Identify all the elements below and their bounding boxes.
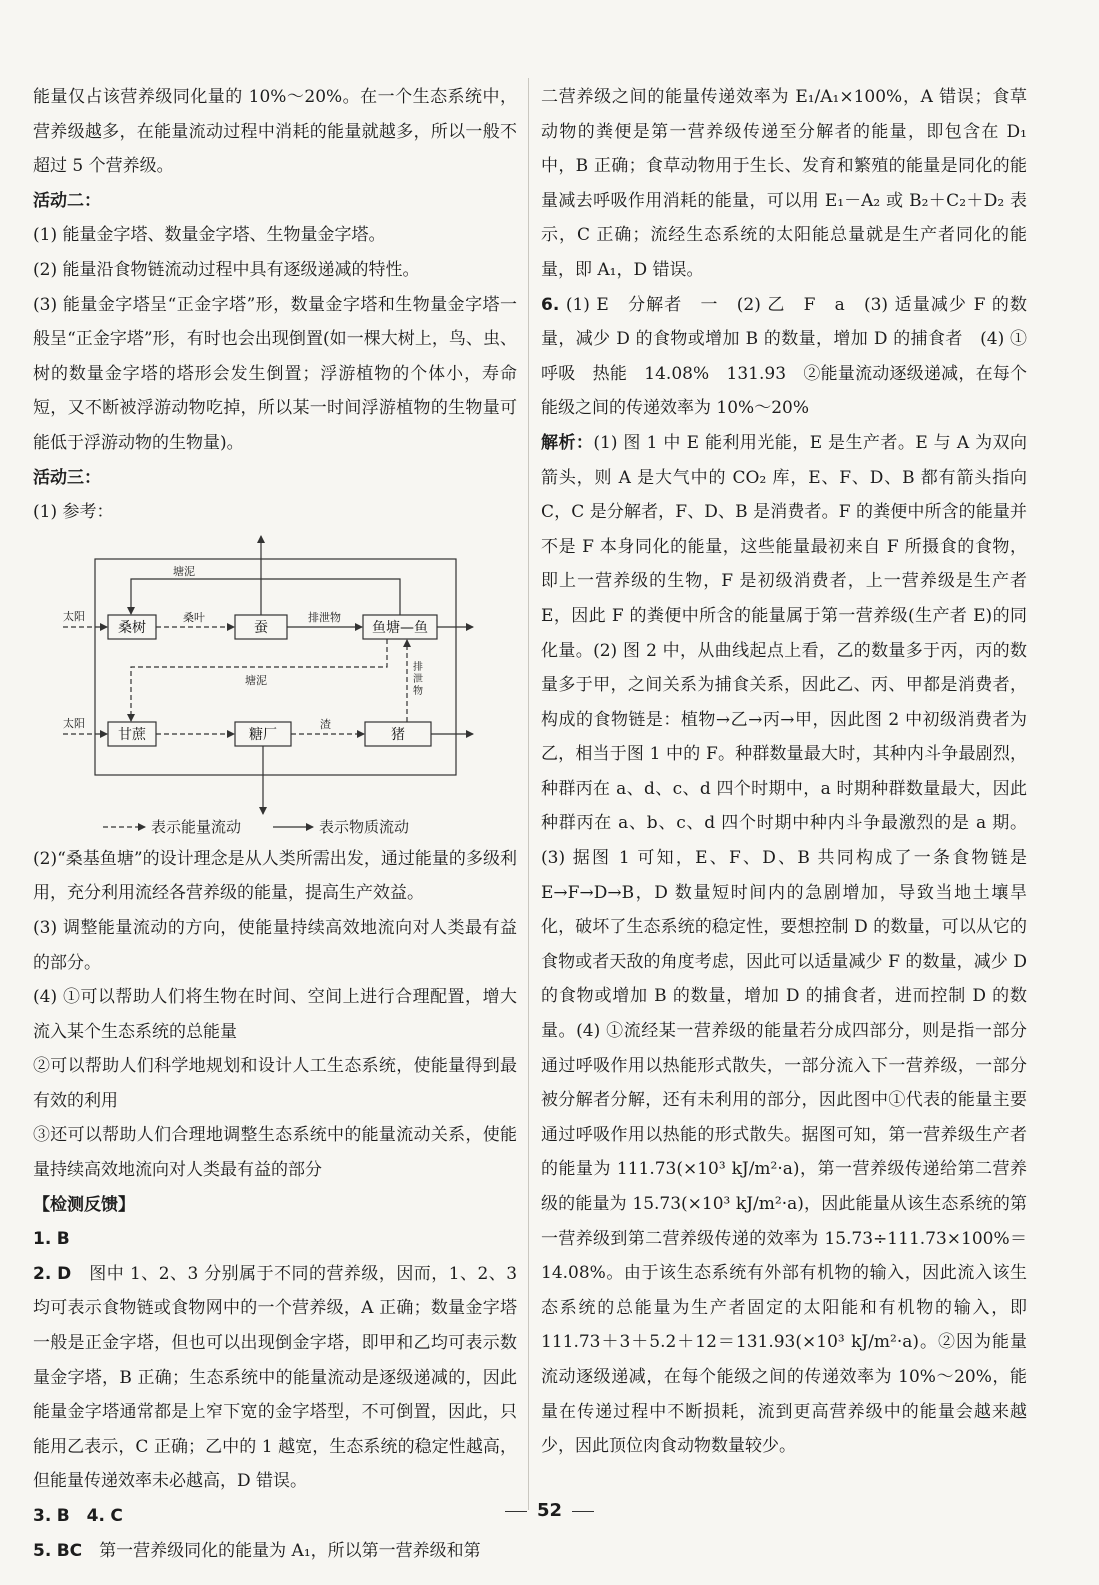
- answer-item: (1) 参考：: [33, 502, 114, 523]
- legend-matter-label: 表示物质流动: [319, 817, 410, 836]
- label-residue: 渣: [320, 717, 331, 731]
- mulberry-fishpond-diagram: [33, 532, 517, 842]
- answer-choice: D: [57, 1263, 72, 1284]
- answer-item: ③还可以帮助人们合理地调整生态系统中的能量流动关系，使能量持续高效地流向对人类最有益的部分: [33, 1125, 517, 1181]
- answer-item: (1) 能量金字塔、数量金字塔、生物量金字塔。: [33, 225, 386, 246]
- label-pond-mud-mid: 塘泥: [245, 673, 267, 687]
- node-sugar-factory: 糖厂: [249, 726, 277, 743]
- left-column: [33, 80, 517, 1568]
- right-column: [541, 80, 1027, 1464]
- question-number: 2.: [33, 1263, 52, 1284]
- label-sun-1: 太阳: [63, 609, 85, 623]
- page-number: [0, 1500, 1099, 1521]
- page-number-value: 52: [536, 1500, 563, 1521]
- node-silkworm: 蚕: [254, 619, 268, 636]
- answer-item: (2) 能量沿食物链流动过程中具有逐级递减的特性。: [33, 259, 420, 280]
- node-mulberry: 桑树: [118, 619, 146, 636]
- column-divider: [528, 78, 529, 1510]
- question-number: 5.: [33, 1540, 52, 1561]
- explanation: 第一营养级同化的能量为 A₁，所以第一营养级和第: [99, 1540, 481, 1561]
- label-excrement-2: 排泄物: [413, 661, 423, 697]
- answer-item: (2)“桑基鱼塘”的设计理念是从人类所需出发，通过能量的多级利用，充分利用流经各营养级的能量，提高生产效益。: [33, 848, 517, 904]
- node-sugarcane: 甘蔗: [118, 726, 146, 743]
- paragraph: 二营养级之间的能量传递效率为 E₁/A₁×100%，A 错误；食草动物的粪便是第一营养级传递至分解者的能量，即包含在 D₁ 中，B 正确；食草动物用于生长、发育和繁殖的能量是同化的能量减去呼吸作用消耗的能量，可以用 E₁－A₂ 或 B₂＋C₂＋D₂ 表示，C 正确；流经生态系统的太阳能总量就是生产者同化的能量，即 A₁，D 错误。: [541, 87, 1027, 280]
- answer-text: (1) E 分解者 一 (2) 乙 F a (3) 适量减少 F 的数量，减少 D 的食物或增加 B 的数量，增加 D 的捕食者 (4) ①呼吸 热能 14.08% 131.93 ②能量流动逐级递减，在每个能级之间的传递效率为 10%～20%: [541, 294, 1027, 419]
- answer-choice: C: [110, 1506, 123, 1526]
- section-heading-activity-2: 活动二：: [33, 190, 101, 211]
- paragraph: 能量仅占该营养级同化量的 10%～20%。在一个生态系统中，营养级越多，在能量流动过程中消耗的能量就越多，所以一般不超过 5 个营养级。: [33, 87, 517, 177]
- answer-item: (4) ①可以帮助人们将生物在时间、空间上进行合理配置，增大流入某个生态系统的总能量: [33, 987, 517, 1042]
- section-heading-activity-3: 活动三：: [33, 467, 101, 488]
- analysis: [541, 426, 1027, 1464]
- legend-energy-label: 表示能量流动: [151, 817, 242, 836]
- answer-item: ②可以帮助人们科学地规划和设计人工生态系统，使能量得到最有效的利用: [33, 1056, 517, 1111]
- question-1: [33, 1222, 517, 1257]
- label-excrement-1: 排泄物: [308, 610, 341, 624]
- question-number: 4.: [86, 1506, 105, 1526]
- answer-choice: B: [56, 1229, 70, 1250]
- analysis-text: (1) 图 1 中 E 能利用光能，E 是生产者。E 与 A 为双向箭头，则 A 是大气中的 CO₂ 库，E、F、D、B 都有箭头指向 C，C 是分解者，F、D、B 是消费者。F 的粪便中所含的能量并不是 F 本身同化的能量，这些能量最初来自 F 所摄食的食物，即上一营养级的生物，F 是初级消费者，上一营养级是生产者 E，因此 F 的粪便中所含的能量属于第一营养级(生产者 E)的同化量。(2) 图 2 中，从曲线起点上看，乙的数量多于丙，丙的数量多于甲，之间关系为捕食关系，因此乙、丙、甲都是消费者，构成的食物链是：植物→乙→丙→甲，因此图 2 中初级消费者为乙，相当于图 1 中的 F。种群数量最大时，其种内斗争最剧烈，种群丙在 a、d、c、d 四个时期中，a 时期种群数量最大，因此种群丙在 a、b、c、d 四个时期中种内斗争最激烈的是 a 期。(3) 据图 1 可知，E、F、D、B 共同构成了一条食物链是 E→F→D→B，D 数量短时间内的急剧增加，导致当地土壤旱化，破坏了生态系统的稳定性，要想控制 D 的数量，可以从它的食物或者天敌的角度考虑，因此可以适量减少 F 的数量，减少 D 的食物或增加 B 的数量，增加 D 的捕食者，进而控制 D 的数量。(4) ①流经某一营养级的能量若分成四部分，则是指一部分通过呼吸作用以热能形式散失，一部分流入下一营养级，一部分被分解者分解，还有未利用的部分，因此图中①代表的能量主要通过呼吸作用以热能的形式散失。据图可知，第一营养级生产者的能量为 111.73(×10³ kJ/m²·a)，第一营养级传递给第二营养级的能量为 15.73(×10³ kJ/m²·a)，因此能量从该生态系统的第一营养级到第二营养级传递的效率为 15.73÷111.73×100%＝14.08%。由于该生态系统有外部有机物的输入，因此流入该生态系统的总能量为生产者固定的太阳能和有机物的输入，即 111.73＋3＋5.2＋12＝131.93(×10³ kJ/m²·a)。②因为能量流动逐级递减，在每个能级之间的传递效率为 10%～20%，能量在传递过程中不断损耗，流到更高营养级中的能量会越来越少，因此顶位肉食动物数量较少。: [541, 432, 1027, 1457]
- answer-item: (3) 能量金字塔呈“正金字塔”形，数量金字塔和生物量金字塔一般呈“正金字塔”形，有时也会出现倒置(如一棵大树上，鸟、虫、树的数量金字塔的塔形会发生倒置；浮游植物的个体小，寿命短，又不断被浮游动物吃掉，所以某一时间浮游植物的生物量可能低于浮游动物的生物量)。: [33, 294, 517, 453]
- answer-item: (3) 调整能量流动的方向，使能量持续高效地流向对人类最有益的部分。: [33, 917, 517, 973]
- label-sun-2: 太阳: [63, 716, 85, 730]
- analysis-label: 解析：: [541, 432, 594, 453]
- label-pond-mud-top: 塘泥: [173, 564, 195, 578]
- answer-choice: B: [56, 1506, 70, 1526]
- node-fishpond: 鱼塘—鱼: [372, 619, 428, 636]
- dash-right: [572, 1511, 594, 1512]
- node-pig: 猪: [391, 726, 405, 743]
- dash-left: [505, 1511, 527, 1512]
- question-number: 1.: [33, 1229, 52, 1250]
- matter-arrow-pondmud-top: [131, 579, 400, 615]
- question-number: 6.: [541, 294, 560, 315]
- answer-choice: BC: [56, 1540, 83, 1561]
- explanation: 图中 1、2、3 分别属于不同的营养级，因而，1、2、3 均可表示食物链或食物网中的一个营养级，A 正确；数量金字塔一般是正金字塔，但也可以出现倒金字塔，即甲和乙均可表示数量金字塔，B 正确；生态系统中的能量流动是逐级递减的，因此能量金字塔通常都是上窄下宽的金字塔型，不可倒置，因此，只能用乙表示，C 正确；乙中的 1 越宽，生态系统的稳定性越高，但能量传递效率未必越高，D 错误。: [33, 1263, 518, 1492]
- question-6: [541, 288, 1027, 426]
- label-mulberry-leaf: 桑叶: [183, 610, 205, 624]
- question-5: [33, 1534, 517, 1569]
- section-heading-feedback: 【检测反馈】: [33, 1194, 135, 1215]
- question-number: 3.: [33, 1506, 52, 1526]
- question-2: [33, 1257, 517, 1499]
